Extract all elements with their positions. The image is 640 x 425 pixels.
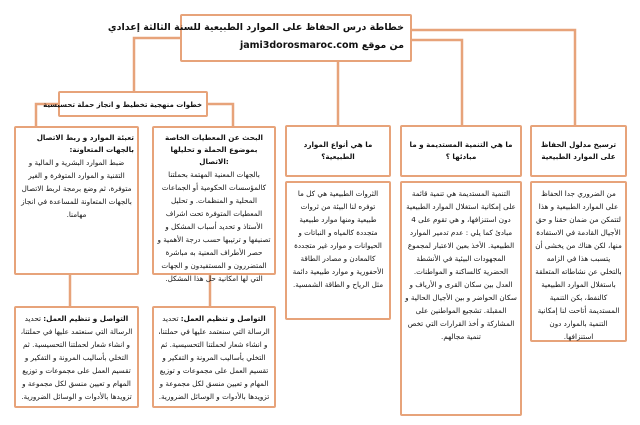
source-prefix: من موقع: [361, 40, 404, 51]
communication-left-text: [19, 312, 134, 403]
column-sustainable-development: [400, 125, 522, 416]
research-data-box: [152, 126, 276, 283]
resource-mobilization-text: ضبط الموارد البشرية و المالية و التقنية و الموارد المتوفرة و الغير متوفرة، ثم وضع برمجة لربط الاتصال بالجهات المتعاونة للمساعدة في انجاز مهامنا.: [21, 158, 132, 219]
research-data-title: البحث عن المعطيات الخاصة بموضوع الحملة و تحليلها :الاتصال: [164, 133, 263, 166]
column-resource-types-text: الثروات الطبيعية هي كل ما توفره لنا البيئة من ثروات طبيعية ومنها موارد طبيعية متجددة كالمياه و النباتات و الحيوانات و موارد غير متجددة كالمعادن و مصادر الطاقة الأحفورية و موارد طبيعية دائمة مثل الرياح و الطاقة الشمسية.: [292, 189, 384, 289]
column-preservation-head: [530, 125, 627, 177]
connector-title-to-planning: [134, 38, 180, 91]
planning-steps-box: [43, 91, 208, 117]
column-sustainable-title: ما هي التنمية المستديمة و ما مبادئها ؟: [409, 140, 513, 161]
column-sustainable-text: التنمية المستديمة هي تنمية قائمة على إمكانية استغلال الموارد الطبيعية دون استنزافها، و هي تقوم على 4 مبادئ كما يلي : عدم تدمير الموارد الطبيعية. الأخذ بعين الاعتبار لمجموع المجهودات البيئية في الأنشطة الحضرية كالساكنة و المواطنات. العدل بين سكان القرى و الأرياف و سكان الحواضر و بين الأجيال الحالية و المقبلة. تشجيع المواطنين على المشاركة و أخذ القرارات التي تخص تنمية مجالهم.: [405, 189, 517, 341]
column-resource-types-head: [285, 125, 391, 177]
column-preservation-body: [530, 181, 627, 342]
title-box: [107, 14, 412, 62]
communication-right-title: التواصل و تنظيم العمل:: [180, 314, 266, 323]
connector-planning-to-right: [208, 104, 233, 126]
communication-box-right: [152, 306, 276, 408]
communication-left-title: التواصل و تنظيم العمل:: [43, 314, 129, 323]
connector-title-to-col-2: [412, 40, 462, 125]
communication-right-body: تحديد الرسالة التي سنعتمد عليها في حملتنا، و انشاء شعار لحملتنا التحسيسية. ثم التخلي بأساليب المرونة و التفكير و تقسيم العمل على مجموعات و توزيع المهام و تعيين منسق لكل مجموعة و تزويدها بالأدوات و الوسائل الضرورية.: [158, 314, 270, 401]
communication-right-text: [157, 312, 271, 403]
column-sustainable-body: [400, 181, 522, 416]
connector-title-to-col-1: [412, 30, 575, 125]
communication-box-left: [14, 306, 139, 408]
column-resource-types-body: [285, 181, 391, 320]
communication-left-body: تحديد الرسالة التي سنعتمد عليها في حملتنا، و انشاء شعار لحملتنا التحسيسية. ثم التخلي بأساليب المرونة و التفكير و تقسيم العمل على مجموعات و توزيع المهام و تعيين منسق لكل مجموعة و تزويدها بالأدوات و الوسائل الضرورية.: [20, 314, 133, 401]
planning-steps-label: خطوات منهجية تخطيط و انجاز حملة تحسيسية: [43, 101, 202, 109]
column-preservation: [530, 125, 627, 342]
column-resource-types-title: ما هي أنواع الموارد الطبيعية؟: [303, 140, 373, 161]
resource-mobilization-title: تعبئة الموارد و ربط الاتصال بالجهات المتعاونة:: [36, 133, 134, 154]
column-preservation-text: من الضروري جدا الحفاظ على الموارد الطبيعية و هذا لتتمكن من ضمان حقنا و حق الأجيال القادمة في الاستفادة منها، لكن هناك من يخشى أن يتسبب هذا في الزامه بالتخلي عن نشاطاته المتعلقة باستغلال الموارد الطبيعية كالنفط، بكن التنمية المستديمة أتاحت لنا إمكانية التنمية بالموارد دون استنزافها.: [535, 189, 622, 341]
resource-mobilization-box: [14, 126, 139, 275]
page-title: خطاطة درس الحفاظ على الموارد الطبيعية للسنة الثالثة إعدادي: [107, 22, 404, 33]
research-data-text: بالجهات المعنية المهتمة بحملتنا كالمؤسسات الحكومية أو الجماعات المحلية و المنظمات. و تحليل المعطيات المتوفرة تحت اشراف الأستاذ و تحديد أسباب المشكل و تصنيفها و ترتيبها حسب درجة الأهمية و حصر الأطراف المعنية به مباشرة المتضررون و المستفيدون و الجهات التي لها امكانية حل هذا المشكل.: [157, 170, 271, 283]
column-preservation-title: ترسيخ مدلول الحفاظ على الموارد الطبيعية: [540, 140, 617, 161]
column-resource-types: [285, 125, 391, 320]
source-site-link[interactable]: jami3dorosmaroc.com: [239, 40, 359, 51]
column-sustainable-head: [400, 125, 522, 177]
source-line: [188, 37, 404, 54]
